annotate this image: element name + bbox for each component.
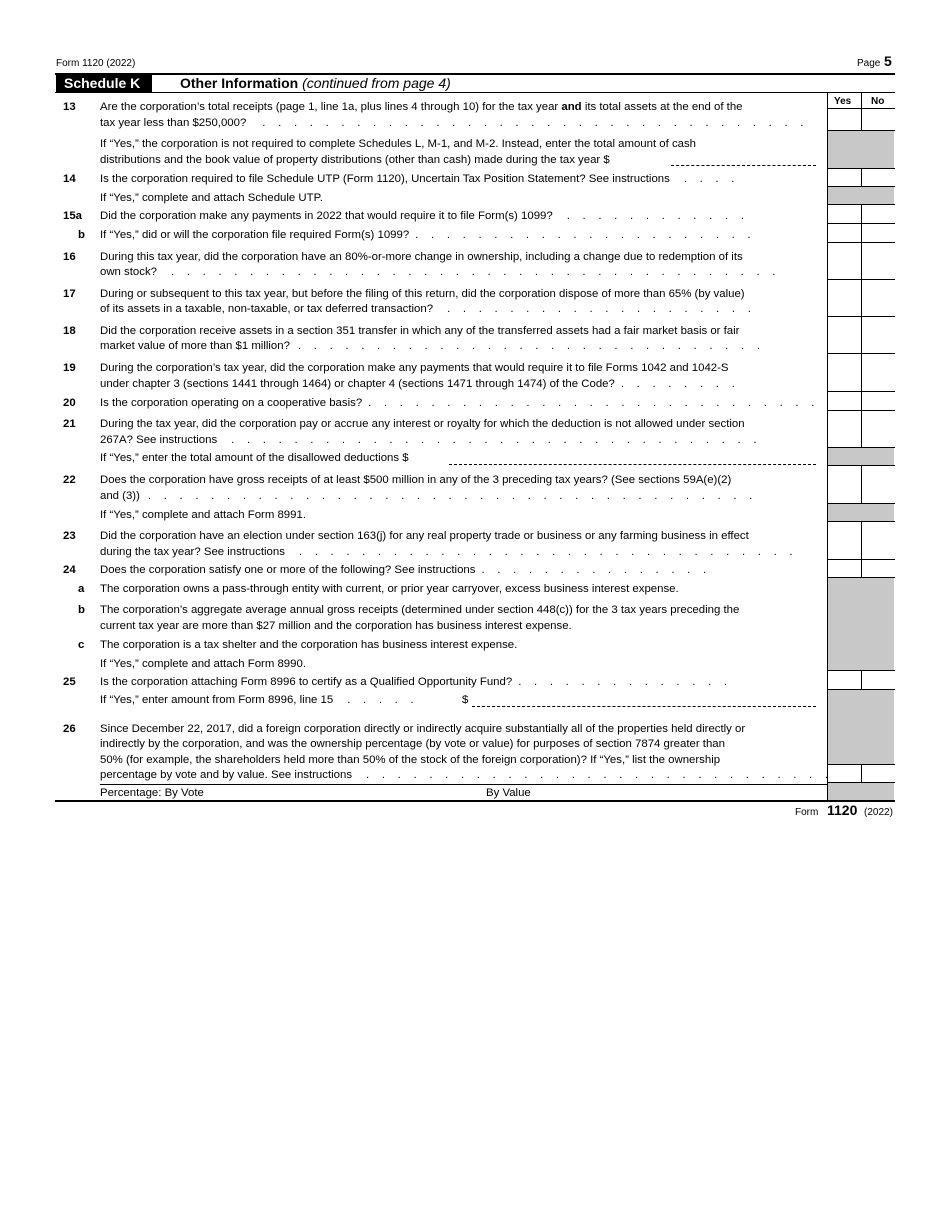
line-20-text: Is the corporation operating on a cooperative basis?	[100, 397, 363, 409]
no-column-header: No	[871, 96, 885, 107]
line-16-no-box[interactable]	[862, 243, 895, 279]
leader-dots: . . . . . . . . . . . .	[566, 210, 744, 222]
line-17-yes-box[interactable]	[828, 280, 861, 316]
line-15a-text: Did the corporation make any payments in 2022 that would require it to file Form(s) 1099?	[100, 210, 553, 222]
line-24c-letter: c	[78, 639, 85, 651]
line-18-number: 18	[63, 325, 76, 337]
line-25-text: Is the corporation attaching Form 8996 to certify as a Qualified Opportunity Fund?	[100, 676, 513, 688]
line-23-question-b	[100, 545, 793, 559]
line-25-note	[100, 693, 414, 707]
line-26-by-vote-field[interactable]	[222, 785, 477, 800]
shaded-cell-21-note	[828, 448, 894, 465]
page-number: 5	[884, 53, 892, 69]
line-13-note-2: distributions and the book value of property distributions (other than cash) made during the tax year $	[100, 154, 610, 166]
line-26-by-value-label: By Value	[486, 787, 531, 799]
line-22-no-box[interactable]	[862, 466, 895, 503]
line-25-amount-field[interactable]	[472, 706, 816, 707]
line-21-yes-box[interactable]	[828, 411, 861, 447]
line-21-note: If “Yes,” enter the total amount of the disallowed deductions $	[100, 452, 409, 464]
footer-year: (2022)	[864, 807, 893, 818]
line-19-question-b	[100, 377, 735, 391]
line-24-no-box[interactable]	[862, 560, 895, 577]
line-20-number: 20	[63, 397, 76, 409]
leader-dots: . . . . . . . . . . . . . . . . . . . . . . . . . . . . . . . . . . . . . . .	[147, 490, 753, 502]
line-14-note: If “Yes,” complete and attach Schedule UTP.	[100, 192, 323, 204]
line-13-text-a: Are the corporation’s total receipts (page 1, line 1a, plus lines 4 through 10) for the tax year	[100, 101, 559, 113]
line-15a-yes-box[interactable]	[828, 205, 861, 223]
line-16-number: 16	[63, 251, 76, 263]
shaded-cell-22-note	[828, 504, 894, 521]
col-rule	[827, 503, 895, 504]
line-26-by-value-field[interactable]	[540, 785, 825, 800]
leader-dots: . . . . .	[347, 694, 414, 706]
line-13-yes-box[interactable]	[828, 109, 861, 130]
leader-dots: . . . . . . . . . . . . . . . . . . . . . . . . . . . . .	[368, 397, 815, 409]
leader-dots: . . . . . . . .	[620, 378, 735, 390]
line-22-yes-box[interactable]	[828, 466, 861, 503]
line-18-no-box[interactable]	[862, 317, 895, 353]
footer-form-number: 1120	[827, 802, 858, 818]
line-13-note: If “Yes,” the corporation is not required to complete Schedules L, M-1, and M-2. Instead, enter the total amount of cash	[100, 138, 697, 150]
line-25-question	[100, 675, 727, 689]
line-17-text-b: of its assets in a taxable, non-taxable, or tax deferred transaction?	[100, 303, 434, 315]
line-24b-text-b: current tax year are more than $27 million and the corporation has business interest expense.	[100, 620, 572, 632]
yes-column-header: Yes	[834, 96, 852, 107]
line-26-text-d: percentage by vote and by value. See instructions	[100, 769, 353, 781]
line-21-number: 21	[63, 418, 76, 430]
line-16-yes-box[interactable]	[828, 243, 861, 279]
line-23-question-a: Did the corporation have an election under section 163(j) for any real property trade or business or any farming business in effect	[100, 530, 749, 542]
shaded-cell-13-note	[828, 131, 894, 168]
leader-dots: . . . . . . . . . . . . . . . . . . . . . .	[415, 229, 751, 241]
line-26-text-b: indirectly by the corporation, and was the ownership percentage (by vote or value) for purposes of section 7874 greater than	[100, 738, 725, 750]
leader-dots: . . . . . . . . . . . . . . . . . . . . . . . . . . . . . . . . . .	[231, 434, 757, 446]
line-26-number: 26	[63, 723, 76, 735]
line-16-text-b: own stock?	[100, 266, 157, 278]
line-25-no-box[interactable]	[862, 671, 895, 689]
line-25-yes-box[interactable]	[828, 671, 861, 689]
section-subtitle: (continued from page 4)	[302, 75, 451, 91]
line-14-question	[100, 172, 734, 186]
col-rule	[827, 130, 895, 131]
line-19-yes-box[interactable]	[828, 354, 861, 391]
line-24a-text: The corporation owns a pass-through entity with current, or prior year carryover, excess business interest expense.	[100, 583, 679, 595]
line-25-note-text: If “Yes,” enter amount from Form 8996, line 15	[100, 694, 334, 706]
line-13-text-b: its total assets at the end of the	[584, 101, 743, 113]
section-title: Other Information	[180, 75, 299, 91]
line-15b-no-box[interactable]	[862, 224, 895, 242]
line-20-no-box[interactable]	[862, 392, 895, 410]
col-rule	[827, 782, 895, 783]
line-24a-letter: a	[78, 583, 85, 595]
line-23-number: 23	[63, 530, 76, 542]
line-19-number: 19	[63, 362, 76, 374]
line-17-question-b	[100, 302, 751, 316]
line-22-question-b	[100, 489, 752, 503]
line-18-yes-box[interactable]	[828, 317, 861, 353]
line-22-note: If “Yes,” complete and attach Form 8991.	[100, 509, 306, 521]
leader-dots: . . . . . . . . . . . . . . . . . . . .	[447, 303, 751, 315]
leader-dots: . . . . . . . . . . . . . . . . . . . . . . . . . . . . . .	[297, 340, 760, 352]
line-16-question-a: During this tax year, did the corporation have an 80%-or-more change in ownership, including a change due to redemption of its	[100, 251, 743, 263]
line-22-text-b: and (3))	[100, 490, 140, 502]
line-18-question-a: Did the corporation receive assets in a section 351 transfer in which any of the transferred assets had a fair market basis or fair	[100, 325, 740, 337]
schedule-label: Schedule K	[64, 75, 141, 91]
line-21-no-box[interactable]	[862, 411, 895, 447]
line-23-no-box[interactable]	[862, 522, 895, 559]
page-label: Page	[857, 58, 881, 69]
line-24-question	[100, 563, 706, 577]
leader-dots: . . . .	[683, 173, 735, 185]
line-24b-text-a: The corporation’s aggregate average annual gross receipts (determined under section 448(c)) for the 3 tax years preceding the	[100, 604, 740, 616]
footer-form-word: Form	[795, 807, 819, 818]
line-15a-number: 15a	[63, 210, 83, 222]
line-26-text-c: 50% (for example, the shareholders held more than 50% of the stock of the foreign corporation)? If “Yes,” list the ownership	[100, 754, 721, 766]
col-rule	[827, 447, 895, 448]
line-24c-note: If “Yes,” complete and attach Form 8990.	[100, 658, 306, 670]
line-15b-text: If “Yes,” did or will the corporation file required Form(s) 1099?	[100, 229, 410, 241]
line-13-no-box[interactable]	[862, 109, 895, 130]
line-15b-number: b	[78, 229, 85, 241]
line-13-number: 13	[63, 101, 76, 113]
line-24c-text: The corporation is a tax shelter and the corporation has business interest expense.	[100, 639, 518, 651]
leader-dots: . . . . . . . . . . . . . . . . . . . . . . . . . . . . . . . . . . . . . . .	[170, 266, 776, 278]
line-18-text-b: market value of more than $1 million?	[100, 340, 290, 352]
line-15b-yes-box[interactable]	[828, 224, 861, 242]
line-21-text-b: 267A? See instructions	[100, 434, 218, 446]
line-26-no-box[interactable]	[862, 765, 895, 782]
line-20-yes-box[interactable]	[828, 392, 861, 410]
shaded-cell-14-note	[828, 187, 894, 204]
line-15a-question	[100, 209, 744, 223]
line-19-no-box[interactable]	[862, 354, 895, 391]
shaded-cell-26-pct	[828, 782, 894, 800]
line-26-text-a: Since December 22, 2017, did a foreign corporation directly or indirectly acquire substantially all of the properties held directly or	[100, 723, 746, 735]
form-id: Form 1120 (2022)	[56, 58, 136, 69]
line-13-question-cont	[100, 116, 803, 130]
header-bottom-rule	[55, 92, 895, 93]
line-13-amount-field[interactable]	[671, 165, 816, 166]
line-17-number: 17	[63, 288, 76, 300]
line-18-question-b	[100, 339, 760, 353]
line-23-yes-box[interactable]	[828, 522, 861, 559]
line-19-question-a: During the corporation’s tax year, did the corporation make any payments that would require it to file Forms 1042 and 1042-S	[100, 362, 729, 374]
leader-dots: . . . . . . . . . . . . . . .	[481, 564, 707, 576]
line-26-yes-box[interactable]	[828, 765, 861, 782]
schedule-badge	[56, 75, 152, 92]
line-15b-question	[100, 228, 751, 242]
line-24-text: Does the corporation satisfy one or more of the following? See instructions	[100, 564, 476, 576]
line-20-question	[100, 396, 814, 410]
col-rule	[827, 577, 895, 578]
line-13-text-c: tax year less than $250,000?	[100, 117, 247, 129]
line-22-number: 22	[63, 474, 76, 486]
line-22-question-a: Does the corporation have gross receipts of at least $500 million in any of the 3 preceding tax years? (See sections 59A(e)(2)	[100, 474, 732, 486]
line-24-number: 24	[63, 564, 76, 576]
line-13-question	[100, 100, 816, 114]
shaded-cell-25-26	[828, 690, 894, 764]
col-rule	[827, 689, 895, 690]
line-24-yes-box[interactable]	[828, 560, 861, 577]
section-heading	[180, 75, 451, 92]
line-21-amount-field[interactable]	[449, 464, 816, 465]
leader-dots: . . . . . . . . . . . . . . . . . . . . . . . . . . . . . . . .	[298, 546, 793, 558]
line-14-text: Is the corporation required to file Schedule UTP (Form 1120), Uncertain Tax Position Statement? See instructions	[100, 173, 670, 185]
line-25-number: 25	[63, 676, 76, 688]
shaded-cell-24-items	[828, 578, 894, 670]
line-16-question-b	[100, 265, 775, 279]
line-14-number: 14	[63, 173, 76, 185]
line-23-text-b: during the tax year? See instructions	[100, 546, 285, 558]
leader-dots: . . . . . . . . . . . . . .	[518, 676, 728, 688]
line-19-text-b: under chapter 3 (sections 1441 through 1464) or chapter 4 (sections 1471 through 1474) of the Code?	[100, 378, 615, 390]
line-14-no-box[interactable]	[862, 169, 895, 186]
leader-dots: . . . . . . . . . . . . . . . . . . . . . . . . . . . . . .	[366, 769, 829, 781]
col-rule	[827, 186, 895, 187]
line-26-text-d-wrap	[100, 768, 828, 782]
line-26-percentage-by-vote-label: Percentage: By Vote	[100, 787, 204, 799]
line-15a-no-box[interactable]	[862, 205, 895, 223]
line-14-yes-box[interactable]	[828, 169, 861, 186]
line-24b-letter: b	[78, 604, 85, 616]
line-21-question-b	[100, 433, 757, 447]
line-17-question-a: During or subsequent to this tax year, but before the filing of this return, did the corporation dispose of more than 65% (by value)	[100, 288, 745, 300]
line-13-text-bold: and	[561, 101, 582, 113]
line-25-dollar-sign: $	[462, 694, 469, 706]
form-bottom-rule	[55, 800, 895, 802]
line-21-question-a: During the tax year, did the corporation pay or accrue any interest or royalty for which the deduction is not allowed under section	[100, 418, 745, 430]
leader-dots: . . . . . . . . . . . . . . . . . . . . . . . . . . . . . . . . . . .	[262, 117, 804, 129]
line-17-no-box[interactable]	[862, 280, 895, 316]
